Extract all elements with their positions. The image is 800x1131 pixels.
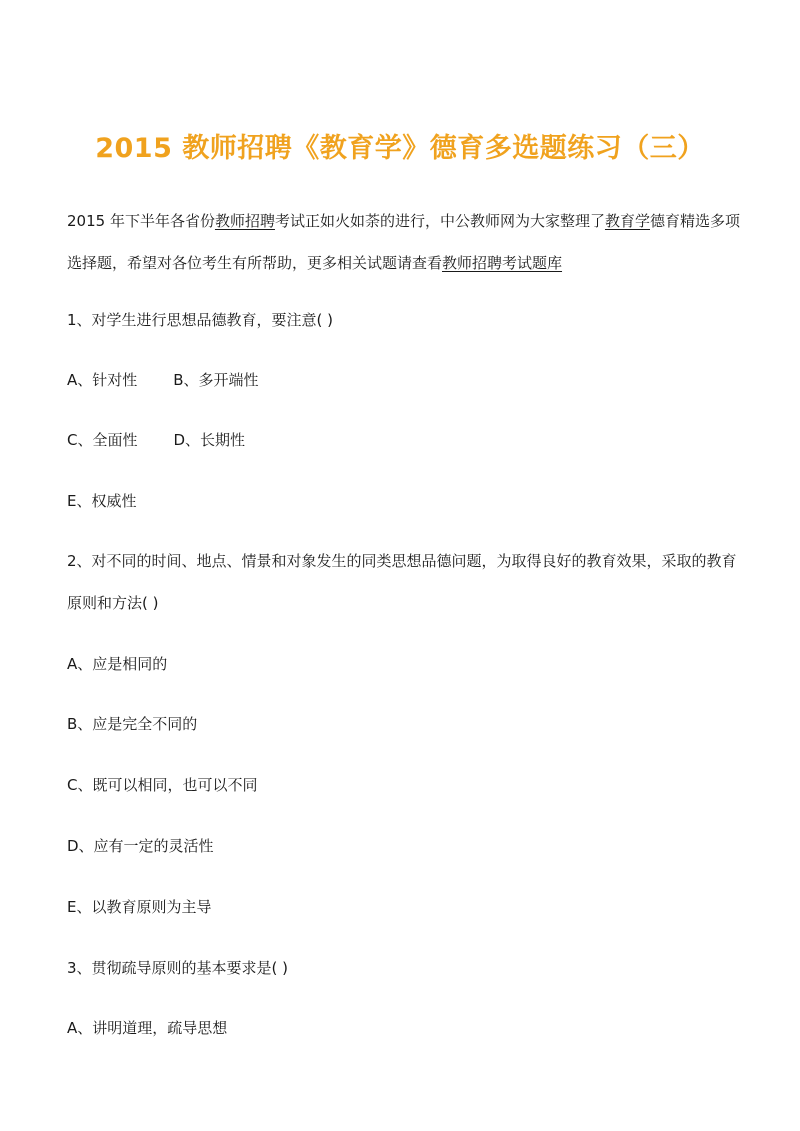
intro-text-2: 考试正如火如荼的进行，中公教师网为大家整理了 [274, 212, 605, 230]
question-2-option-e: E、以教育原则为主导 [67, 898, 212, 916]
question-1-option-d: D、长期性 [173, 431, 246, 449]
question-2-option-c: C、既可以相同，也可以不同 [67, 776, 258, 794]
question-1-options-row-1 [67, 367, 742, 393]
question-2-option-d: D、应有一定的灵活性 [67, 837, 214, 855]
page-title: 2015 教师招聘《教育学》德育多选题练习（三） [95, 133, 705, 164]
intro-text-1: 2015 年下半年各省份 [67, 212, 215, 230]
question-3-text: 3、贯彻疏导原则的基本要求是( ) [67, 959, 289, 977]
question-1-option-a: A、针对性 [67, 371, 138, 389]
question-3-option-a: A、讲明道理，疏导思想 [67, 1019, 228, 1037]
question-1-options-row-2 [67, 427, 742, 453]
link-exam-question-bank[interactable]: 教师招聘考试题库 [442, 254, 563, 272]
question-1-option-c: C、全面性 [67, 431, 138, 449]
question-2-option-b: B、应是完全不同的 [67, 715, 198, 733]
question-1-option-b: B、多开端性 [173, 371, 259, 389]
question-1-option-e: E、权威性 [67, 492, 137, 510]
question-2-text: 2、对不同的时间、地点、情景和对象发生的同类思想品德问题，为取得良好的教育效果，采取的教育原则和方法( ) [67, 552, 737, 612]
link-pedagogy[interactable]: 教育学 [604, 212, 650, 230]
intro-text-3: 德育精选多项选择题，希望对各位考生有所帮助，更多相关试题请查看 [67, 212, 741, 272]
intro-paragraph [67, 200, 742, 284]
question-1-text: 1、对学生进行思想品德教育，要注意( ) [67, 311, 334, 329]
question-2-option-a: A、应是相同的 [67, 655, 168, 673]
link-teacher-recruitment[interactable]: 教师招聘 [214, 212, 275, 230]
